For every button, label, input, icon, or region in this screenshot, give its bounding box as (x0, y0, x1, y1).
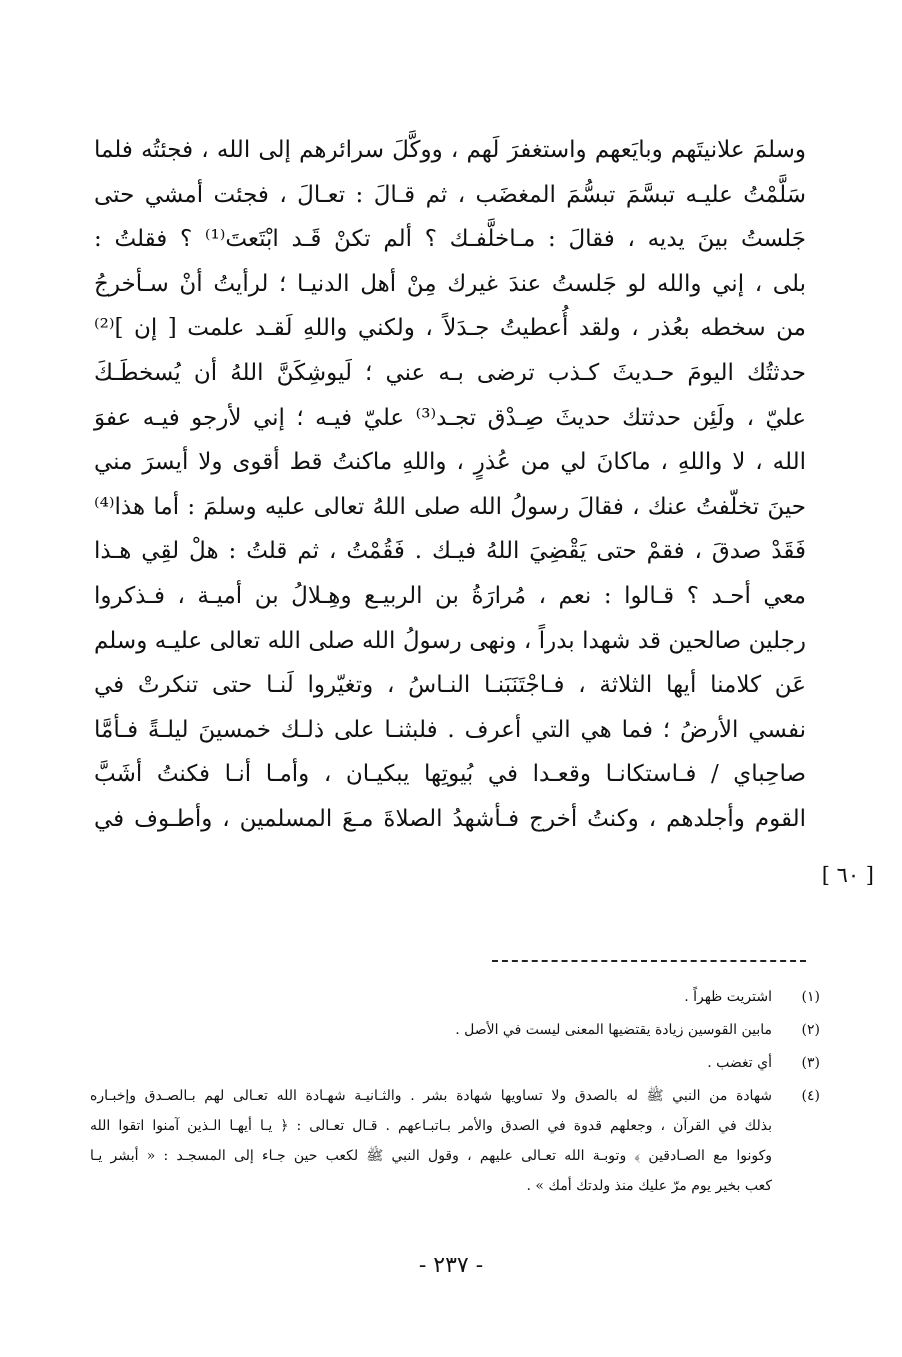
footnote-line: اشتريت ظهراً . (684, 989, 772, 1005)
footnote-line: مابين القوسين زيادة يقتضيها المعنى ليست في الأصل . (455, 1022, 772, 1038)
footnote-text (90, 982, 772, 1012)
footnote-number: (٢) (801, 1022, 820, 1038)
footnote (90, 1015, 820, 1045)
footnote-line: كعب بخير يوم مرّ عليك منذ ولدتك أمك » . (526, 1178, 772, 1194)
footnote-number: (٤) (801, 1088, 820, 1104)
footnotes-list (90, 982, 820, 1204)
text-line: عَن كلامنا أيها الثلاثة ، فـاجْتَنَبَنـا النـاسُ ، وتغيّروا لَنـا حتى تنكرتْ في (94, 672, 806, 699)
text-line: حينَ تخلّفتُ عنك ، فقالَ رسولُ الله صلى اللهُ تعالى عليه وسلمَ : أما هذا⁽⁴⁾ (94, 493, 806, 520)
text-line: صاحِباي / فـاستكانـا وقعـدا في بُيوتِها يبكيـان ، وأمـا أنـا فكنتُ أشَبَّ (94, 761, 806, 788)
text-line: عليّ ، ولَئِن حدثتك حديثَ صِـدْق تجـد⁽³⁾ عليّ فيـه ؛ إني لأرجو فيـه عفوَ (94, 404, 806, 431)
text-line: رجلين صالحين قد شهدا بدراً ، ونهى رسولُ الله صلى الله تعالى عليـه وسلم (94, 627, 806, 654)
text-line: جَلستُ بينَ يديه ، فقالَ : مـاخلَّفـك ؟ ألم تكنْ قَـد ابْتَعتَ⁽¹⁾ ؟ فقلتُ : (94, 226, 806, 253)
text-line: نفسي الأرضُ ؛ فما هي التي أعرف . فلبثنـا على ذلـك خمسينَ ليلـةً فـأمَّا (94, 716, 806, 743)
text-line: حدثتُك اليومَ حـديثَ كـذب ترضى بـه عني ؛ لَيوشِكَنَّ اللهُ أن يُسخطَـكَ (94, 359, 806, 386)
text-line: القوم وأجلدهم ، وكنتُ أخرج فـأشهدُ الصلاةَ مـعَ المسلمين ، وأطـوف في (94, 805, 806, 832)
footnote-line: أي تغضب . (707, 1055, 772, 1071)
main-text-body (94, 128, 806, 842)
text-line: من سخطه بعُذر ، ولقد أُعطيتُ جـدَلاً ، ولكني واللهِ لَقـد علمت [ إن ]⁽²⁾ (94, 315, 806, 342)
footnote-line: بذلك في القرآن ، وجعلهم قدوة في الصدق والأمر بـاتبـاعهم . قـال تعـالى : ﴿ يـا أيهـا الـذين آمنوا اتقوا الله (90, 1118, 772, 1134)
text-line: بلى ، إني والله لو جَلستُ عندَ غيرك مِنْ أهل الدنيـا ؛ لرأيتُ أنْ سـأخرجُ (94, 270, 806, 297)
footnote-text (90, 1015, 772, 1045)
margin-page-reference: [ ٦٠ ] (821, 863, 874, 887)
footnote (90, 982, 820, 1012)
footnote-text (90, 1048, 772, 1078)
footnote-number: (٣) (801, 1055, 820, 1071)
text-line: وسلمَ علانيتَهم وبايَعهم واستغفرَ لَهم ، ووكَّلَ سرائرهم إلى الله ، فجئتُه فلما (94, 137, 806, 163)
text-line: الله ، لا واللهِ ، ماكانَ لي من عُذرٍ ، واللهِ ماكنتُ قط أقوى ولا أيسرَ مني (94, 449, 806, 476)
page-number: - ٢٣٧ - (418, 1253, 484, 1278)
footnote-text (90, 1081, 772, 1201)
text-line: سَلَّمْتُ عليـه تبسَّمَ تبسُّمَ المغضَب ، ثم قـالَ : تعـالَ ، فجئت أمشي حتى (94, 181, 806, 208)
text-line: معي أحـد ؟ قـالوا : نعم ، مُرارَةُ بن الربيـع وهِـلالُ بن أميـة ، فـذكروا (94, 582, 806, 609)
footnote-number: (١) (801, 989, 820, 1005)
footnote (90, 1048, 820, 1078)
footnote (90, 1081, 820, 1201)
text-line: فَقَدْ صدقَ ، فقمْ حتى يَقْضِيَ اللهُ فيـك . فَقُمْتُ ، ثم قلتُ : هلْ لقِي هـذا (94, 538, 806, 565)
footnote-separator (492, 960, 806, 962)
footnote-line: شهادة من النبي ﷺ له بالصدق ولا تساويها شهادة بشر . والثـانيـة شهـادة الله تعـالى لهم بـالصـدق وإخبـاره (90, 1088, 772, 1104)
footnote-line: وكونوا مع الصـادقين ﴾ وتوبـة الله تعـالى عليهم ، وقول النبي ﷺ لكعب حين جـاء إلى المسجـد : « أبشر يـا (90, 1148, 772, 1164)
